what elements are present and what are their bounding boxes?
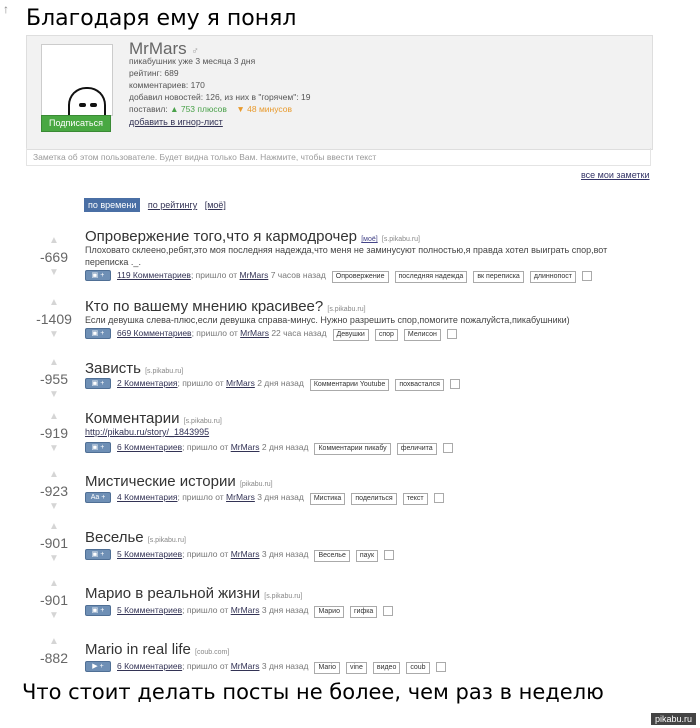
- author-link[interactable]: MrMars: [226, 378, 255, 388]
- meta-text: ; пришло от: [182, 661, 231, 671]
- tag[interactable]: Комментарии Youtube: [310, 379, 389, 391]
- vote-box: [34, 236, 74, 278]
- post-domain: [s.pikabu.ru]: [147, 537, 186, 544]
- vote-up-icon[interactable]: ▲: [49, 411, 59, 422]
- meta-text: ; пришло от: [182, 549, 231, 559]
- stat-votes: [129, 103, 310, 115]
- comments-link[interactable]: 4 Комментария: [117, 492, 178, 502]
- post-score: -669: [39, 249, 69, 265]
- post-time: 3 дня назад: [254, 492, 304, 502]
- profile-card: [26, 35, 653, 150]
- author-link[interactable]: MrMars: [226, 492, 255, 502]
- text-badge-icon[interactable]: Aa +: [85, 492, 111, 503]
- title-text[interactable]: Мистические истории: [85, 473, 236, 490]
- vote-box: [34, 522, 74, 564]
- post-score: -901: [39, 592, 69, 608]
- image-badge-icon[interactable]: ▣ +: [85, 378, 111, 389]
- vote-up-icon[interactable]: ▲: [49, 297, 59, 308]
- meta-text: ; пришло от: [177, 492, 227, 502]
- post-meta: [85, 378, 460, 391]
- tag[interactable]: вк переписка: [473, 271, 524, 283]
- author-link[interactable]: MrMars: [230, 442, 260, 452]
- all-notes-link[interactable]: все мои заметки: [581, 170, 650, 180]
- vote-up-icon[interactable]: ▲: [49, 469, 59, 480]
- post-title[interactable]: [85, 473, 273, 490]
- vote-down-icon[interactable]: ▼: [49, 329, 59, 340]
- save-icon[interactable]: [436, 662, 446, 672]
- sort-mine[interactable]: [моё]: [204, 200, 226, 210]
- watermark: pikabu.ru: [651, 713, 696, 725]
- profile-stats: [129, 55, 310, 115]
- vote-up-icon[interactable]: ▲: [49, 235, 59, 246]
- post-title[interactable]: [85, 360, 183, 377]
- post-meta: [85, 605, 393, 618]
- tag[interactable]: vine: [346, 662, 367, 674]
- subscribe-button[interactable]: Подписаться: [41, 115, 111, 132]
- vote-box: [34, 412, 74, 454]
- tag[interactable]: Мистика: [310, 493, 345, 505]
- sort-bar: [84, 200, 226, 210]
- post-domain: [pikabu.ru]: [239, 481, 273, 488]
- vote-down-icon[interactable]: ▼: [49, 501, 59, 512]
- title-text[interactable]: Кто по вашему мнению красивее?: [85, 298, 324, 315]
- minus-count: ▼ 48 минусов: [236, 104, 292, 114]
- post-time: 22 часа назад: [268, 328, 327, 338]
- post-domain: [s.pikabu.ru]: [145, 368, 184, 375]
- post-time: 2 дня назад: [254, 378, 304, 388]
- title-text[interactable]: Веселье: [85, 529, 144, 546]
- stat-line: комментариев: 170: [129, 80, 205, 90]
- image-badge-icon[interactable]: ▣ +: [85, 605, 111, 616]
- title-text[interactable]: Комментарии: [85, 410, 180, 427]
- post-meta: [85, 328, 457, 341]
- tag[interactable]: Девушки: [333, 329, 369, 341]
- post-meta: [85, 549, 394, 562]
- post-time: 3 дня назад: [259, 605, 309, 615]
- image-badge-icon[interactable]: ▣ +: [85, 549, 111, 560]
- bottom-caption: Что стоит делать посты не более, чем раз в неделю: [22, 680, 604, 704]
- post-title[interactable]: [85, 228, 420, 245]
- vote-box: [34, 470, 74, 512]
- author-link[interactable]: MrMars: [240, 328, 269, 338]
- post-meta: [85, 442, 453, 455]
- tag[interactable]: coub: [406, 662, 429, 674]
- vote-down-icon[interactable]: ▼: [49, 443, 59, 454]
- tag[interactable]: феличита: [397, 443, 437, 455]
- vote-up-icon[interactable]: ▲: [49, 578, 59, 589]
- comments-link[interactable]: 119 Комментариев: [117, 270, 191, 280]
- tag[interactable]: текст: [403, 493, 428, 505]
- post-score: -955: [39, 371, 69, 387]
- vote-up-icon[interactable]: ▲: [49, 357, 59, 368]
- comments-link[interactable]: 5 Комментариев: [117, 549, 183, 559]
- post-time: 2 дня назад: [259, 442, 309, 452]
- arrow-up-icon: ↑: [3, 2, 9, 16]
- tag[interactable]: Mario: [314, 662, 340, 674]
- tag[interactable]: длиннопост: [530, 271, 576, 283]
- post-time: 7 часов назад: [268, 270, 326, 280]
- top-caption: Благодаря ему я понял: [26, 6, 297, 31]
- vote-down-icon[interactable]: ▼: [49, 389, 59, 400]
- sort-by-rating[interactable]: по рейтингу: [147, 200, 198, 210]
- tag[interactable]: Марио: [314, 606, 344, 618]
- image-badge-icon[interactable]: ▣ +: [85, 442, 111, 453]
- post-domain: [s.pikabu.ru]: [327, 306, 366, 313]
- title-text[interactable]: Зависть: [85, 360, 141, 377]
- eye-icon: [79, 103, 86, 107]
- post-meta: [85, 492, 444, 505]
- comments-link[interactable]: 669 Комментариев: [117, 328, 192, 338]
- user-note-field[interactable]: Заметка об этом пользователе. Будет видна только Вам. Нажмите, чтобы ввести текст: [26, 148, 651, 166]
- post-title[interactable]: [85, 641, 229, 658]
- avatar[interactable]: [41, 44, 113, 116]
- tag[interactable]: похвастался: [395, 379, 444, 391]
- tag[interactable]: Мелисон: [404, 329, 441, 341]
- vote-down-icon[interactable]: ▼: [49, 267, 59, 278]
- post-domain: [s.pikabu.ru]: [381, 236, 421, 243]
- save-icon[interactable]: [450, 379, 460, 389]
- vote-box: [34, 637, 74, 669]
- vote-down-icon[interactable]: ▼: [49, 610, 59, 621]
- vote-box: [34, 298, 74, 340]
- comments-link[interactable]: 5 Комментариев: [117, 605, 183, 615]
- comments-link[interactable]: 6 Комментариев: [117, 661, 183, 671]
- video-badge-icon[interactable]: ▶ +: [85, 661, 111, 672]
- sort-by-time[interactable]: по времени: [84, 198, 140, 212]
- eye-icon: [90, 103, 97, 107]
- vote-box: [34, 358, 74, 400]
- post-title[interactable]: [85, 298, 366, 315]
- post-time: 3 дня назад: [259, 661, 309, 671]
- save-icon[interactable]: [443, 443, 453, 453]
- gave-label: поставил:: [129, 104, 168, 114]
- post-domain: [coub.com]: [195, 649, 230, 656]
- tag[interactable]: гифка: [350, 606, 377, 618]
- meta-text: ; пришло от: [182, 442, 231, 452]
- post-meta: [85, 270, 592, 283]
- author-link[interactable]: MrMars: [239, 270, 269, 280]
- comments-link[interactable]: 2 Комментария: [117, 378, 178, 388]
- author-link[interactable]: MrMars: [230, 605, 260, 615]
- title-text[interactable]: Mario in real life: [85, 641, 191, 658]
- post-score: -923: [39, 483, 69, 499]
- post-description: Если девушка слева-плюс,если девушка справа-минус. Нужно разрешить спор,помогите пожалуйста,пикабушники): [85, 315, 570, 325]
- vote-down-icon[interactable]: ▼: [49, 553, 59, 564]
- vote-up-icon[interactable]: ▲: [49, 636, 59, 647]
- save-icon[interactable]: [434, 493, 444, 503]
- tag[interactable]: паук: [356, 550, 378, 562]
- post-domain: [s.pikabu.ru]: [264, 593, 303, 600]
- stat-line: добавил новостей: 126, из них в "горячем": 19: [129, 92, 311, 102]
- post-domain: [s.pikabu.ru]: [183, 418, 222, 425]
- post-time: 3 дня назад: [259, 549, 309, 559]
- tag[interactable]: спор: [375, 329, 398, 341]
- tag[interactable]: последняя надежда: [395, 271, 468, 283]
- post-title[interactable]: [85, 410, 222, 427]
- title-text[interactable]: Марио в реальной жизни: [85, 585, 261, 602]
- gender-icon: ♂: [191, 46, 199, 57]
- meta-text: ; пришло от: [177, 378, 227, 388]
- post-score: -901: [39, 535, 69, 551]
- post-description: Плоховато склеено,ребят,это моя последняя надежда,что меня не заминусуют полностью,я правда хотел выиграть спор,вот переписка ._.: [85, 245, 608, 267]
- image-badge-icon[interactable]: ▣ +: [85, 328, 111, 339]
- post-score: -919: [39, 425, 69, 441]
- nickname-text: MrMars: [129, 39, 187, 58]
- comments-link[interactable]: 6 Комментариев: [117, 442, 183, 452]
- save-icon[interactable]: [384, 550, 394, 560]
- post-title[interactable]: [85, 529, 186, 546]
- vote-box: [34, 579, 74, 621]
- tag[interactable]: поделиться: [351, 493, 396, 505]
- meta-text: ; пришло от: [182, 605, 231, 615]
- post-meta: [85, 661, 446, 674]
- mine-mark[interactable]: [моё]: [361, 236, 378, 243]
- author-link[interactable]: MrMars: [230, 661, 260, 671]
- save-icon[interactable]: [383, 606, 393, 616]
- post-score: -882: [39, 650, 69, 666]
- post-url-link[interactable]: http://pikabu.ru/story/_1843995: [85, 427, 210, 437]
- tag[interactable]: Веселье: [314, 550, 349, 562]
- stat-line: пикабушник уже 3 месяца 3 дня: [129, 56, 256, 66]
- save-icon[interactable]: [582, 271, 592, 281]
- title-text[interactable]: Опровержение того,что я кармодрочер: [85, 228, 358, 245]
- tag[interactable]: видео: [373, 662, 401, 674]
- stat-line: рейтинг: 689: [129, 68, 179, 78]
- ignore-link[interactable]: добавить в игнор-лист: [129, 117, 223, 127]
- post-title[interactable]: [85, 585, 302, 602]
- plus-count: ▲ 753 плюсов: [170, 104, 227, 114]
- tag[interactable]: Опровержение: [332, 271, 389, 283]
- meta-text: ; пришло от: [190, 270, 240, 280]
- tag[interactable]: Комментарии пикабу: [314, 443, 390, 455]
- vote-up-icon[interactable]: ▲: [49, 521, 59, 532]
- save-icon[interactable]: [447, 329, 457, 339]
- post-score: -1409: [36, 311, 72, 327]
- meta-text: ; пришло от: [191, 328, 241, 338]
- author-link[interactable]: MrMars: [230, 549, 260, 559]
- image-badge-icon[interactable]: ▣ +: [85, 270, 111, 281]
